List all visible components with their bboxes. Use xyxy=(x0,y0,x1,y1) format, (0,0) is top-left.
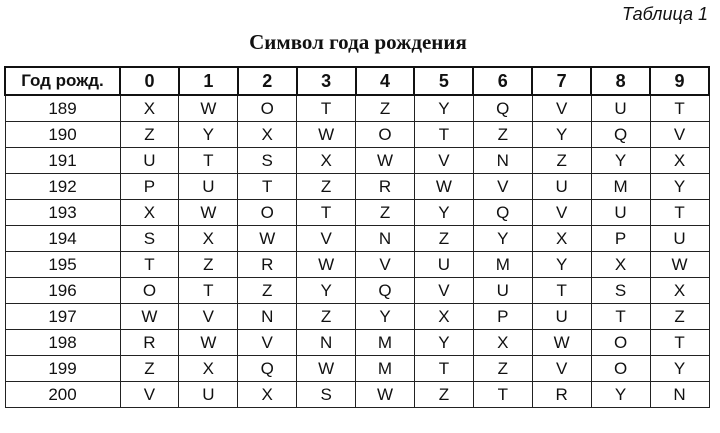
symbol-cell: W xyxy=(414,174,473,200)
symbol-cell: T xyxy=(238,174,297,200)
symbol-cell: V xyxy=(238,330,297,356)
table-row xyxy=(5,252,709,278)
page-title: Символ года рождения xyxy=(249,30,467,54)
symbol-cell: Y xyxy=(356,304,415,330)
symbol-cell: T xyxy=(297,95,356,122)
digit-header: 3 xyxy=(297,67,356,95)
symbol-cell: Z xyxy=(297,304,356,330)
symbol-cell: S xyxy=(297,382,356,408)
symbol-cell: S xyxy=(238,148,297,174)
symbol-cell: M xyxy=(591,174,650,200)
digit-header: 8 xyxy=(591,67,650,95)
symbol-cell: Z xyxy=(120,122,179,148)
symbol-cell: N xyxy=(297,330,356,356)
symbol-cell: U xyxy=(591,95,650,122)
symbol-cell: X xyxy=(179,356,238,382)
symbol-cell: V xyxy=(414,278,473,304)
symbol-cell: R xyxy=(356,174,415,200)
table-caption: Таблица 1 xyxy=(621,4,708,24)
symbol-cell: W xyxy=(179,330,238,356)
year-cell: 189 xyxy=(5,95,120,122)
symbol-cell: T xyxy=(179,278,238,304)
symbol-cell: V xyxy=(650,122,709,148)
symbol-cell: U xyxy=(650,226,709,252)
year-cell: 192 xyxy=(5,174,120,200)
year-cell: 190 xyxy=(5,122,120,148)
symbol-cell: O xyxy=(238,95,297,122)
symbol-cell: U xyxy=(120,148,179,174)
table-body xyxy=(5,95,709,408)
table-row xyxy=(5,148,709,174)
table-row xyxy=(5,122,709,148)
year-column-header: Год рожд. xyxy=(5,67,120,95)
year-cell: 199 xyxy=(5,356,120,382)
symbol-cell: T xyxy=(650,330,709,356)
symbol-cell: X xyxy=(591,252,650,278)
symbol-cell: X xyxy=(238,382,297,408)
symbol-cell: U xyxy=(532,174,591,200)
symbol-cell: O xyxy=(591,356,650,382)
symbol-cell: O xyxy=(238,200,297,226)
symbol-cell: X xyxy=(179,226,238,252)
symbol-cell: Y xyxy=(414,330,473,356)
table-header-row xyxy=(5,67,709,95)
symbol-cell: Y xyxy=(591,382,650,408)
symbol-cell: Y xyxy=(414,200,473,226)
symbol-cell: T xyxy=(179,148,238,174)
symbol-cell: U xyxy=(532,304,591,330)
symbol-cell: Y xyxy=(532,252,591,278)
symbol-cell: V xyxy=(532,95,591,122)
symbol-cell: V xyxy=(120,382,179,408)
symbol-cell: X xyxy=(414,304,473,330)
table-row xyxy=(5,304,709,330)
symbol-cell: U xyxy=(414,252,473,278)
digit-header: 0 xyxy=(120,67,179,95)
table-row xyxy=(5,174,709,200)
symbol-cell: S xyxy=(120,226,179,252)
symbol-cell: W xyxy=(179,95,238,122)
symbol-cell: T xyxy=(591,304,650,330)
symbol-cell: Q xyxy=(591,122,650,148)
year-cell: 198 xyxy=(5,330,120,356)
year-cell: 191 xyxy=(5,148,120,174)
symbol-cell: W xyxy=(297,122,356,148)
symbol-cell: M xyxy=(356,330,415,356)
table-row xyxy=(5,200,709,226)
table-row xyxy=(5,226,709,252)
year-cell: 197 xyxy=(5,304,120,330)
digit-header: 7 xyxy=(532,67,591,95)
symbol-cell: R xyxy=(238,252,297,278)
symbol-cell: Z xyxy=(532,148,591,174)
symbol-cell: T xyxy=(414,356,473,382)
table-row xyxy=(5,356,709,382)
symbol-cell: Y xyxy=(179,122,238,148)
symbol-cell: V xyxy=(532,356,591,382)
symbol-cell: T xyxy=(414,122,473,148)
symbol-cell: V xyxy=(179,304,238,330)
symbol-cell: T xyxy=(650,200,709,226)
symbol-cell: M xyxy=(356,356,415,382)
symbol-cell: X xyxy=(120,95,179,122)
symbol-cell: X xyxy=(473,330,532,356)
symbol-cell: V xyxy=(473,174,532,200)
digit-header: 1 xyxy=(179,67,238,95)
symbol-cell: U xyxy=(179,174,238,200)
symbol-cell: X xyxy=(650,148,709,174)
table-row xyxy=(5,382,709,408)
symbol-cell: Y xyxy=(591,148,650,174)
symbol-cell: W xyxy=(297,252,356,278)
symbol-cell: W xyxy=(120,304,179,330)
symbol-cell: P xyxy=(591,226,650,252)
symbol-cell: N xyxy=(473,148,532,174)
symbol-cell: Q xyxy=(356,278,415,304)
symbol-cell: X xyxy=(650,278,709,304)
symbol-cell: Z xyxy=(356,200,415,226)
symbol-cell: Y xyxy=(414,95,473,122)
symbol-cell: T xyxy=(297,200,356,226)
digit-header: 9 xyxy=(650,67,709,95)
symbol-cell: W xyxy=(356,382,415,408)
symbol-cell: T xyxy=(473,382,532,408)
symbol-cell: Q xyxy=(473,95,532,122)
symbol-cell: Q xyxy=(238,356,297,382)
symbol-cell: Z xyxy=(297,174,356,200)
symbol-cell: O xyxy=(356,122,415,148)
symbol-cell: Z xyxy=(414,382,473,408)
table-row xyxy=(5,95,709,122)
digit-header: 6 xyxy=(473,67,532,95)
symbol-cell: Z xyxy=(356,95,415,122)
symbol-cell: Y xyxy=(650,356,709,382)
symbol-cell: W xyxy=(297,356,356,382)
symbol-cell: Z xyxy=(120,356,179,382)
symbol-cell: Q xyxy=(473,200,532,226)
symbol-cell: V xyxy=(297,226,356,252)
symbol-cell: N xyxy=(356,226,415,252)
symbol-cell: U xyxy=(179,382,238,408)
symbol-cell: V xyxy=(356,252,415,278)
symbol-cell: Y xyxy=(473,226,532,252)
symbol-cell: V xyxy=(532,200,591,226)
symbol-cell: S xyxy=(591,278,650,304)
symbol-cell: W xyxy=(356,148,415,174)
symbol-cell: W xyxy=(179,200,238,226)
symbol-cell: U xyxy=(591,200,650,226)
birth-year-symbol-table xyxy=(4,66,710,408)
symbol-cell: P xyxy=(473,304,532,330)
digit-header: 4 xyxy=(356,67,415,95)
symbol-cell: Z xyxy=(179,252,238,278)
symbol-cell: W xyxy=(650,252,709,278)
symbol-cell: Z xyxy=(238,278,297,304)
table-row xyxy=(5,278,709,304)
symbol-cell: Z xyxy=(473,122,532,148)
symbol-cell: N xyxy=(238,304,297,330)
symbol-cell: M xyxy=(473,252,532,278)
year-cell: 196 xyxy=(5,278,120,304)
symbol-cell: O xyxy=(591,330,650,356)
symbol-cell: X xyxy=(532,226,591,252)
year-cell: 194 xyxy=(5,226,120,252)
symbol-cell: U xyxy=(473,278,532,304)
digit-header: 5 xyxy=(414,67,473,95)
symbol-cell: Z xyxy=(473,356,532,382)
symbol-cell: Z xyxy=(650,304,709,330)
symbol-cell: R xyxy=(532,382,591,408)
symbol-cell: N xyxy=(650,382,709,408)
symbol-cell: P xyxy=(120,174,179,200)
year-cell: 193 xyxy=(5,200,120,226)
symbol-cell: R xyxy=(120,330,179,356)
symbol-cell: X xyxy=(297,148,356,174)
symbol-cell: O xyxy=(120,278,179,304)
table-row xyxy=(5,330,709,356)
symbol-cell: T xyxy=(532,278,591,304)
symbol-cell: W xyxy=(532,330,591,356)
year-cell: 195 xyxy=(5,252,120,278)
symbol-cell: V xyxy=(414,148,473,174)
symbol-cell: Y xyxy=(297,278,356,304)
digit-header: 2 xyxy=(238,67,297,95)
symbol-cell: Y xyxy=(532,122,591,148)
symbol-cell: T xyxy=(120,252,179,278)
symbol-cell: T xyxy=(650,95,709,122)
year-cell: 200 xyxy=(5,382,120,408)
symbol-cell: Y xyxy=(650,174,709,200)
symbol-cell: Z xyxy=(414,226,473,252)
symbol-cell: W xyxy=(238,226,297,252)
symbol-cell: X xyxy=(120,200,179,226)
symbol-cell: X xyxy=(238,122,297,148)
